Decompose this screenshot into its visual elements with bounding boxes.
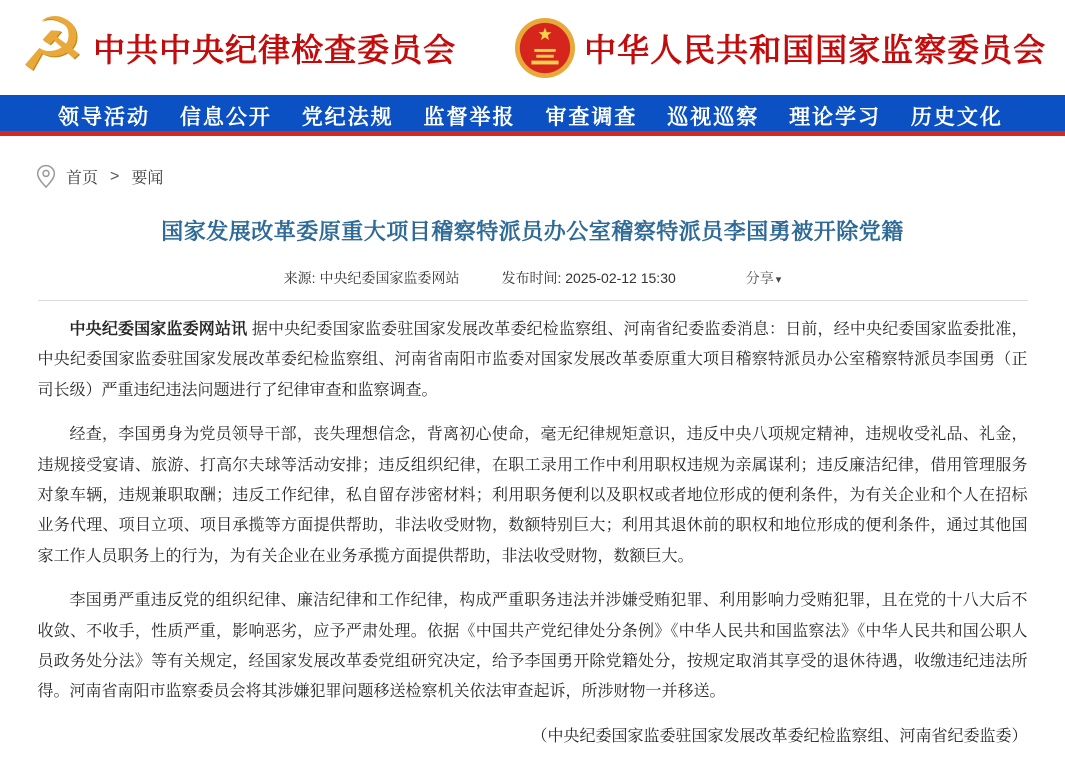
nav-item-report[interactable]: 监督举报 [423,105,516,129]
nav-item-investigate[interactable]: 审查调查 [545,105,638,129]
article-body [38,315,1028,752]
nav-item-history[interactable]: 历史文化 [910,105,1003,129]
share-button[interactable] [746,268,782,288]
article-attribution: （中央纪委国家监委驻国家发展改革委纪检监察组、河南省纪委监委） [531,727,1028,745]
nav-item-info[interactable]: 信息公开 [179,105,272,129]
paragraph-3: 李国勇严重违反党的组织纪律、廉洁纪律和工作纪律，构成严重职务违法并涉嫌受贿犯罪、利用影响力受贿犯罪，且在党的十八大后不收敛、不收手，性质严重，影响恶劣，应予严肃处理。依据《中国共产党纪律处分条例》《中华人民共和国监察法》《中华人民共和国公职人员政务处分法》等有关规定，经国家发展改革委党组研究决定，给予李国勇开除党籍处分，按规定取消其享受的退休待遇，收缴违纪违法所得。河南省南阳市监察委员会将其涉嫌犯罪问题移送检察机关依法审查起诉，所涉财物一并移送。 [37,592,1028,701]
publish-time-label: 发布时间: [501,270,566,286]
breadcrumb [0,136,1065,199]
nsc-logo-link[interactable] [514,17,1046,79]
article-publish-time [501,268,675,288]
party-emblem-icon: ☭ [18,1,86,88]
nav-item-inspection[interactable]: 巡视巡察 [667,105,760,129]
chevron-down-icon: ▾ [775,274,782,286]
article-meta [38,268,1028,288]
meta-divider [38,300,1028,301]
ccdi-logo-link[interactable] [18,1,457,88]
nav-item-theory[interactable]: 理论学习 [789,105,882,129]
article-container [38,215,1028,776]
breadcrumb-section-link[interactable]: 要闻 [131,170,164,187]
article-source [284,268,460,288]
source-label: 来源: [283,270,320,286]
paragraph-2: 经查，李国勇身为党员领导干部，丧失理想信念，背离初心使命，毫无纪律规矩意识，违反中央八项规定精神，违规收受礼品、礼金，违规接受宴请、旅游、打高尔夫球等活动安排；违反组织纪律，在职工录用工作中利用职权违规为亲属谋利；违反廉洁纪律，借用管理服务对象车辆，违规兼职取酬；违反工作纪律，私自留存涉密材料；利用职务便利以及职权或者地位形成的便利条件，为有关企业和个人在招标业务代理、项目立项、项目承揽等方面提供帮助，非法收受财物，数额特别巨大；利用其退休前的职权和地位形成的便利条件，通过其他国家工作人员职务上的行为，为有关企业在业务承揽方面提供帮助，非法收受财物，数额巨大。 [37,426,1028,565]
paragraph-1-rest: 据中央纪委国家监委驻国家发展改革委纪检监察组、河南省纪委监委消息：日前，经中央纪委国家监委批准，中央纪委国家监委驻国家发展改革委纪检监察组、河南省南阳市监委对国家发展改革委原重大项目稽察特派员办公室稽察特派员李国勇（正司长级）严重违纪违法问题进行了纪律审查和监察调查。 [37,321,1028,399]
article-title: 国家发展改革委原重大项目稽察特派员办公室稽察特派员李国勇被开除党籍 [161,219,904,244]
paragraph-1-lead: 中央纪委国家监委网站讯 [69,321,248,338]
nav-item-leadership[interactable]: 领导活动 [58,105,150,129]
location-pin-icon [36,164,56,189]
national-emblem-icon [514,17,576,79]
site-header [0,0,1065,95]
breadcrumb-home-link[interactable]: 首页 [66,170,99,187]
nsc-org-title: 中华人民共和国国家监察委员会 [584,31,1047,68]
breadcrumb-separator: > [110,167,120,185]
share-label: 分享 [745,270,774,286]
source-value: 中央纪委国家监委网站 [319,270,460,286]
main-nav [0,95,1065,136]
publish-time-value: 2025-02-12 15:30 [565,270,676,286]
nav-item-regulations[interactable]: 党纪法规 [301,105,394,129]
paragraph-1 [38,315,1028,406]
ccdi-org-title: 中共中央纪律检查委员会 [93,31,457,68]
